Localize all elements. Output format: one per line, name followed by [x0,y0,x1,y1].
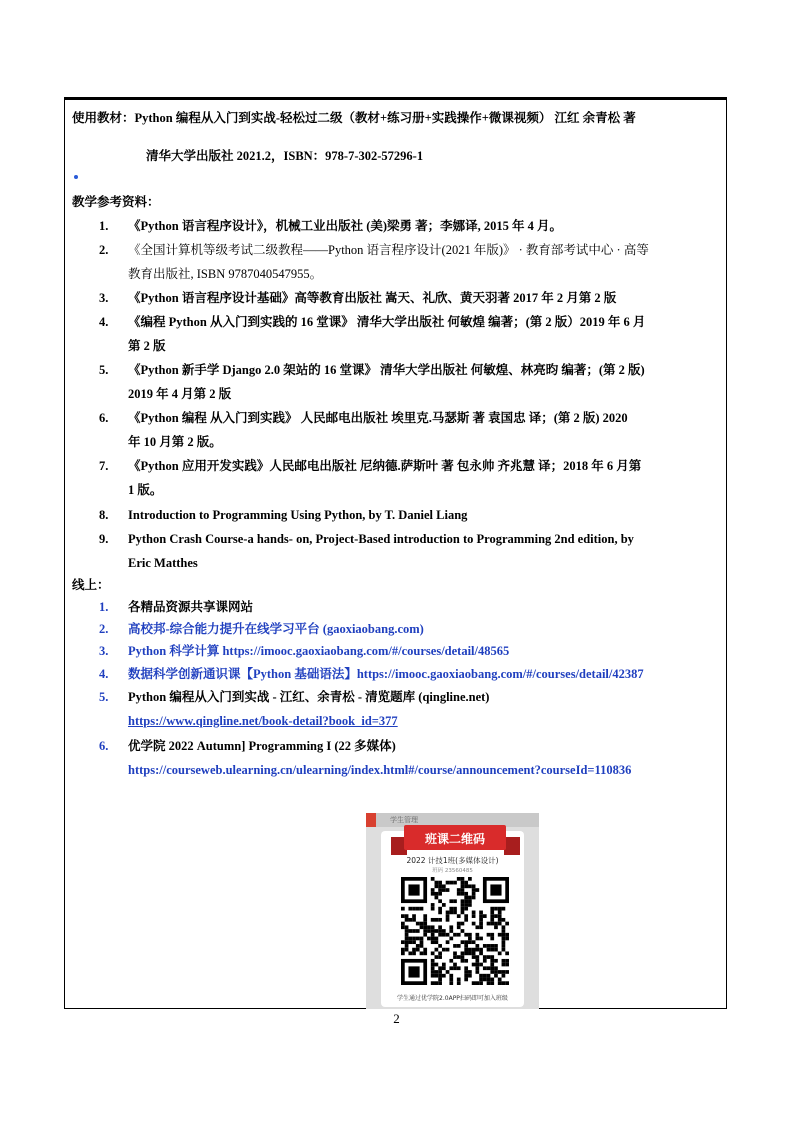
ref-number: 5. [99,363,109,377]
page-number: 2 [393,1011,400,1026]
bullet-dot [74,175,78,179]
ref-7-line-1: 《Python 应用开发实践》人民邮电出版社 尼纳德.萨斯叶 著 包永帅 齐兆慧 译；2018 年 6 月第 [128,459,642,473]
ref-6-line-2: 年 10 月第 2 版。 [128,435,222,449]
online-1: 各精品资源共享课网站 [128,600,254,614]
ref-2-line-1: 《全国计算机等级考试二级教程——Python 语言程序设计(2021 年版)》 · 教育部考试中心 · 高等 [128,243,649,257]
ref-9-line-2: Eric Matthes [128,556,198,570]
ref-4-line-1: 《编程 Python 从入门到实践的 16 堂课》 清华大学出版社 何敏煌 编著；(第 2 版）2019 年 6 月 [128,315,646,329]
ref-6-line-1: 《Python 编程 从入门到实践》 人民邮电出版社 埃里克.马瑟斯 著 袁国忠 译；(第 2 版) 2020 [128,411,628,425]
qr-footer: 学生通过优学院2.0APP扫码即可加入班级 [397,995,508,1002]
ref-number: 4. [99,315,109,329]
ref-number: 6. [99,411,109,425]
online-5-text: Python 编程从入门到实战 - 江红、余青松 - 清览题库 (qingline.net) [128,690,490,704]
online-2-link[interactable]: 高校邦-综合能力提升在线学习平台 (gaoxiaobang.com) [128,622,424,636]
ref-7-line-2: 1 版。 [128,483,163,497]
ref-5-line-2: 2019 年 4 月第 2 版 [128,387,232,401]
online-number: 2. [99,622,109,636]
top-rule [65,98,726,100]
qr-banner-text: 班课二维码 [424,832,485,846]
ref-4-line-2: 第 2 版 [128,339,166,353]
ref-number: 8. [99,508,109,522]
textbook-line-1: 使用教材：Python 编程从入门到实战-轻松过二级（教材+练习册+实践操作+微课视频） 江红 余青松 著 [72,111,636,125]
qr-card [381,831,524,1007]
ref-number: 3. [99,291,109,305]
ref-8: Introduction to Programming Using Python, by T. Daniel Liang [128,508,468,522]
online-number: 1. [99,600,109,614]
strip-label: 学生管理 [390,816,418,824]
class-name: 2022 计技1班(多媒体设计) [406,856,499,865]
ref-number: 1. [99,219,109,233]
ref-number: 9. [99,532,109,546]
ref-3: 《Python 语言程序设计基础》高等教育出版社 嵩天、礼欣、黄天羽著 2017 年 2 月第 2 版 [128,291,617,305]
qr-code-icon[interactable] [401,877,509,985]
ref-number: 7. [99,459,109,473]
ref-1: 《Python 语言程序设计》，机械工业出版社 (美)梁勇 著；李娜译, 2015 年 4 月。 [128,219,563,233]
online-6-text: 优学院 2022 Autumn] Programming I (22 多媒体) [128,739,396,753]
refs-heading: 教学参考资料： [72,195,160,209]
online-number: 5. [99,690,109,704]
online-4-link[interactable]: 数据科学创新通识课【Python 基础语法】https://imooc.gaoxiaobang.com/#/courses/detail/42387 [128,667,644,681]
ref-2-line-2: 教育出版社, ISBN 9787040547955。 [128,267,323,281]
document-frame [64,97,727,1009]
ref-5-line-1: 《Python 新手学 Django 2.0 架站的 16 堂课》 清华大学出版社 何敏煌、林亮昀 编著；(第 2 版) [128,363,645,377]
online-number: 4. [99,667,109,681]
online-number: 3. [99,644,109,658]
online-6-link[interactable]: https://courseweb.ulearning.cn/ulearning/index.html#/course/announcement?courseId=110836 [128,763,632,777]
online-heading: 线上： [72,578,110,592]
ref-number: 2. [99,243,109,257]
class-code: 班码 23560485 [432,868,473,874]
online-5-link[interactable]: https://www.qingline.net/book-detail?book_id=377 [128,714,398,728]
textbook-line-2: 清华大学出版社 2021.2，ISBN：978-7-302-57296-1 [146,149,424,163]
qr-screenshot [366,813,539,1009]
online-3-link[interactable]: Python 科学计算 https://imooc.gaoxiaobang.com/#/courses/detail/48565 [128,644,510,658]
online-number: 6. [99,739,109,753]
ref-9-line-1: Python Crash Course-a hands- on, Project-Based introduction to Programming 2nd edition, by [128,532,634,546]
